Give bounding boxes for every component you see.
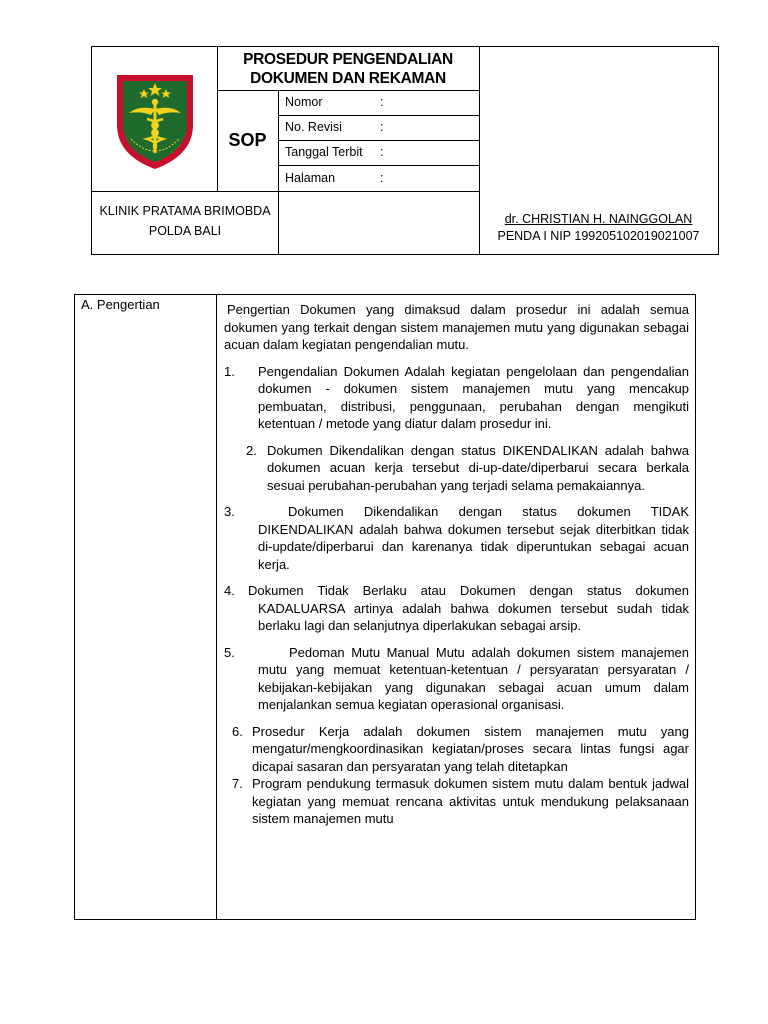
clinic-name bbox=[92, 191, 278, 254]
list-number: 3. bbox=[224, 504, 235, 519]
list-item bbox=[224, 644, 689, 714]
list-item bbox=[224, 503, 689, 573]
list-text: Dokumen Dikendalikan dengan status dokumen TIDAK DIKENDALIKAN adalah bahwa dokumen tersebut sejak diterbitkan tidak di-update/diperbarui dan karenanya tidak diperuntukan sebagai acuan kerja. bbox=[258, 504, 689, 572]
meta-label: Nomor bbox=[285, 95, 323, 109]
list-number: 7. bbox=[232, 776, 243, 791]
list-number: 6. bbox=[232, 723, 243, 739]
meta-label: No. Revisi bbox=[285, 120, 342, 134]
meta-colon: : bbox=[380, 95, 384, 109]
list-item bbox=[224, 582, 689, 635]
list-text: Pedoman Mutu Manual Mutu adalah dokumen sistem manajemen mutu yang memuat ketentuan-ketentuan / persyaratan persyaratan / kebijakan-kebijakan yang digunakan sebagai acuan umum dalam menjalankan semua kegiatan operasional organisasi. bbox=[258, 644, 689, 712]
clinic-line-2: POLDA BALI bbox=[148, 224, 222, 238]
document-title bbox=[217, 47, 479, 90]
column-divider bbox=[216, 295, 217, 919]
sop-label: SOP bbox=[228, 130, 267, 150]
content-table bbox=[74, 294, 696, 920]
meta-colon: : bbox=[380, 120, 384, 134]
sop-header-table bbox=[91, 46, 719, 255]
list-text: Program pendukung termasuk dokumen sistem mutu dalam bentuk jadwal kegiatan yang memuat rencana aktivitas untuk mendukung pelaksanaan sistem manajemen mutu bbox=[252, 776, 689, 826]
clinic-line-1: KLINIK PRATAMA BRIMOBDA bbox=[99, 204, 271, 218]
title-line-2: DOKUMEN DAN REKAMAN bbox=[250, 70, 446, 87]
meta-label: Tanggal Terbit bbox=[285, 145, 363, 159]
list-text: Pengendalian Dokumen Adalah kegiatan pengelolaan dan pengendalian dokumen - dokumen sistem manajemen mutu yang mencakup pembuatan, distribusi, penggunaan, perubahan dengan mengikuti ketentuan / metode yang diatur dalam prosedur ini. bbox=[258, 363, 689, 431]
list-item bbox=[224, 442, 689, 495]
list-item bbox=[224, 723, 689, 776]
meta-colon: : bbox=[380, 145, 384, 159]
list-text: Dokumen Tidak Berlaku atau Dokumen dengan status dokumen KADALUARSA artinya adalah bahwa dokumen tersebut sudah tidak berlaku lagi dan selanjutnya diperlakukan sebagai arsip. bbox=[248, 583, 689, 633]
doctor-nip: PENDA I NIP 199205102019021007 bbox=[497, 229, 700, 243]
meta-colon: : bbox=[380, 171, 384, 185]
signatory bbox=[479, 191, 718, 254]
meta-row-revisi bbox=[278, 115, 479, 140]
doctor-name: dr. CHRISTIAN H. NAINGGOLAN bbox=[504, 212, 693, 226]
meta-label: Halaman bbox=[285, 171, 336, 185]
section-label: A. Pengertian bbox=[81, 297, 160, 312]
list-text: Dokumen Dikendalikan dengan status DIKENDALIKAN adalah bahwa dokumen acuan kerja tersebut di-up-date/diperbarui secara berkala sesuai perubahan-perubahan yang terjadi selama pemakaiannya. bbox=[267, 442, 689, 493]
intro-paragraph: Pengertian Dokumen yang dimaksud dalam prosedur ini adalah semua dokumen yang terkait dengan sistem manajemen mutu yang digunakan sebagai acuan dalam kegiatan pengendalian mutu. bbox=[224, 302, 689, 352]
list-number: 4. bbox=[224, 583, 235, 598]
list-item bbox=[224, 363, 689, 433]
logo bbox=[92, 47, 217, 191]
list-item bbox=[224, 775, 689, 828]
meta-row-halaman bbox=[278, 165, 479, 191]
caduceus-shield-logo-icon bbox=[111, 67, 199, 171]
section-body bbox=[224, 301, 689, 837]
list-number: 1. bbox=[224, 363, 235, 379]
list-number: 5. bbox=[224, 644, 235, 660]
title-line-1: PROSEDUR PENGENDALIAN bbox=[243, 51, 453, 68]
meta-row-nomor bbox=[278, 90, 479, 115]
meta-row-tanggal-terbit bbox=[278, 140, 479, 165]
list-text: Prosedur Kerja adalah dokumen sistem manajemen mutu yang mengatur/mengkoordinasikan kegiatan/proses secara lintas fungsi agar dicapai sasaran dan persyaratan yang telah ditetapkan bbox=[252, 723, 689, 774]
list-number: 2. bbox=[246, 442, 257, 458]
